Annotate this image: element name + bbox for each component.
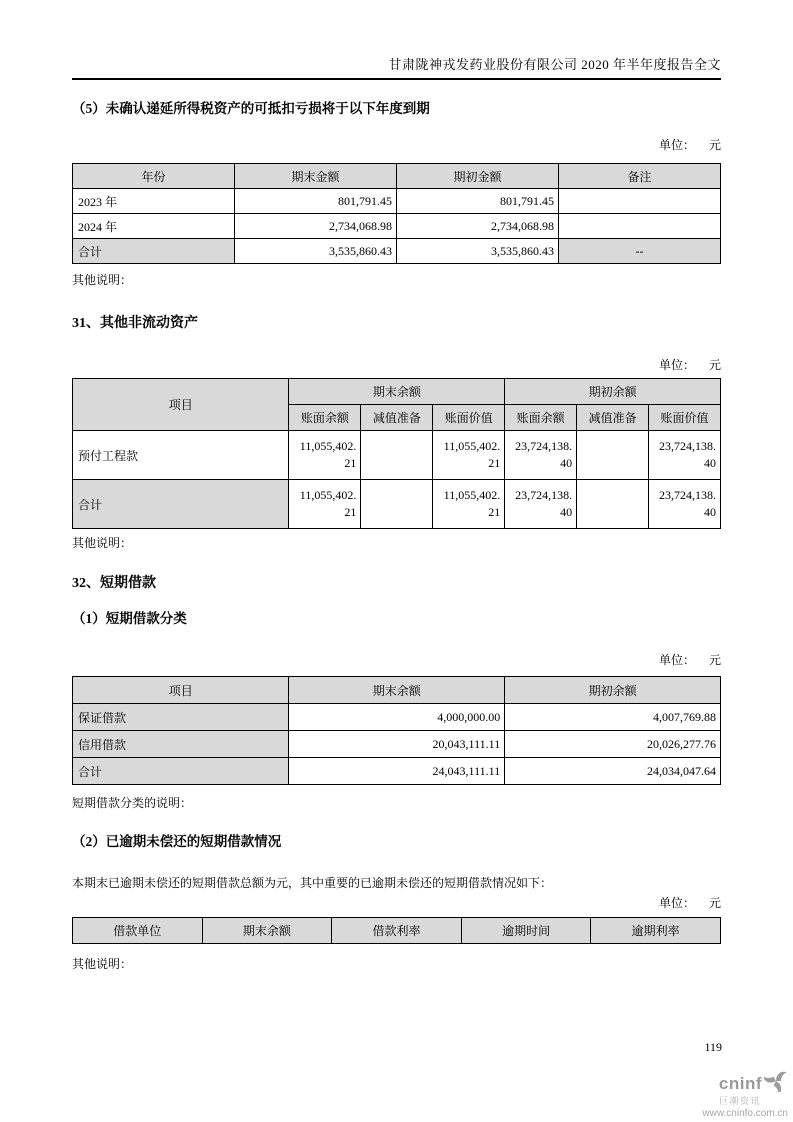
table-cell-book-balance: 11,055,402.21: [289, 480, 361, 529]
table-header-cell: 项目: [73, 677, 289, 704]
table-header-cell: 年份: [73, 164, 235, 189]
cninfo-subtitle: 巨潮资讯: [718, 1096, 761, 1106]
table-header-row: [73, 918, 721, 944]
table-cell-item: 预付工程款: [73, 431, 289, 480]
unit-value: 元: [708, 138, 721, 152]
table-header-cell: 期初金额: [397, 164, 559, 189]
unit-line: [72, 653, 721, 667]
other-noncurrent-assets-table: [72, 378, 721, 529]
table-row: [73, 731, 721, 758]
table-cell-impairment: [361, 480, 433, 529]
table-cell-impairment: [577, 431, 649, 480]
unit-line: [72, 896, 721, 910]
table-header-row: [73, 164, 721, 189]
other-notes-label: 其他说明：: [72, 536, 133, 550]
table-cell-total-label: 合计: [73, 239, 235, 264]
table-cell-item: 保证借款: [73, 704, 289, 731]
table-header-cell-item: 项目: [73, 379, 289, 431]
loan-classification-note-label: 短期借款分类的说明：: [72, 796, 193, 810]
table-cell-beginning-amount: 801,791.45: [397, 189, 559, 214]
table-cell-ending-amount: 801,791.45: [235, 189, 397, 214]
overdue-loans-paragraph: 本期末已逾期未偿还的短期借款总额为元，其中重要的已逾期未偿还的短期借款情况如下：: [72, 876, 553, 890]
table-cell-beginning-amount: 3,535,860.43: [397, 239, 559, 264]
table-cell-book-value: 11,055,402.21: [433, 431, 505, 480]
unit-label: 单位：: [658, 896, 695, 910]
table-header-cell: 期末余额: [289, 677, 505, 704]
table-header-row: [73, 677, 721, 704]
table-cell-book-value: 23,724,138.40: [649, 431, 721, 480]
table-cell-beginning-balance: 4,007,769.88: [505, 704, 721, 731]
table-cell-ending-balance: 20,043,111.11: [289, 731, 505, 758]
table-row: [73, 704, 721, 731]
table-header-cell: 期末余额: [202, 918, 332, 944]
table-cell-remark: [559, 214, 721, 239]
table-cell-ending-balance: 4,000,000.00: [289, 704, 505, 731]
table-cell-remark: [559, 189, 721, 214]
table-header-cell: 账面余额: [289, 405, 361, 431]
unit-label: 单位：: [658, 653, 695, 667]
table-header-row: [73, 379, 721, 405]
swirl-logo-icon: [764, 1070, 788, 1097]
table-header-cell: 账面价值: [433, 405, 505, 431]
section-32-1-heading: （1）短期借款分类: [72, 611, 187, 626]
table-cell-year: 2023 年: [73, 189, 235, 214]
table-header-cell: 期初余额: [505, 677, 721, 704]
section-31-heading: 31、其他非流动资产: [72, 316, 198, 331]
table-cell-remark: --: [559, 239, 721, 264]
table-cell-book-balance: 23,724,138.40: [505, 480, 577, 529]
table-cell-book-value: 11,055,402.21: [433, 480, 505, 529]
short-term-loans-table: [72, 676, 721, 785]
other-notes-label: 其他说明：: [72, 273, 133, 287]
cninfo-url: www.cninfo.com.cn: [702, 1108, 788, 1119]
table-row: [73, 431, 721, 480]
table-row: [73, 214, 721, 239]
cninfo-brand-text: cninf: [718, 1073, 762, 1093]
other-notes-label: 其他说明：: [72, 957, 133, 971]
table-header-cell: 借款利率: [332, 918, 462, 944]
cninfo-logo: [678, 1070, 788, 1119]
table-header-cell: 借款单位: [73, 918, 203, 944]
deductible-loss-expiry-table: [72, 163, 721, 264]
table-cell-ending-amount: 2,734,068.98: [235, 214, 397, 239]
unit-label: 单位：: [658, 358, 695, 372]
table-cell-ending-amount: 3,535,860.43: [235, 239, 397, 264]
unit-line: [72, 138, 721, 152]
table-cell-total-label: 合计: [73, 758, 289, 785]
table-header-group-beginning: 期初余额: [505, 379, 721, 405]
unit-line: [72, 358, 721, 372]
unit-value: 元: [708, 653, 721, 667]
table-cell-year: 2024 年: [73, 214, 235, 239]
unit-value: 元: [708, 358, 721, 372]
unit-label: 单位：: [658, 138, 695, 152]
table-cell-impairment: [361, 431, 433, 480]
table-cell-book-value: 23,724,138.40: [649, 480, 721, 529]
table-cell-total-label: 合计: [73, 480, 289, 529]
table-total-row: [73, 480, 721, 529]
table-row: [73, 189, 721, 214]
table-cell-beginning-amount: 2,734,068.98: [397, 214, 559, 239]
table-header-cell: 账面余额: [505, 405, 577, 431]
section-5-heading: （5）未确认递延所得税资产的可抵扣亏损将于以下年度到期: [72, 101, 430, 116]
unit-value: 元: [708, 896, 721, 910]
table-cell-ending-balance: 24,043,111.11: [289, 758, 505, 785]
table-header-cell: 减值准备: [577, 405, 649, 431]
section-32-heading: 32、短期借款: [72, 576, 156, 591]
table-total-row: [73, 239, 721, 264]
table-cell-impairment: [577, 480, 649, 529]
document-header-title: 甘肃陇神戎发药业股份有限公司 2020 年半年度报告全文: [72, 0, 721, 80]
table-cell-beginning-balance: 20,026,277.76: [505, 731, 721, 758]
table-header-cell: 减值准备: [361, 405, 433, 431]
table-header-group-ending: 期末余额: [289, 379, 505, 405]
page-content: [72, 0, 721, 971]
table-cell-book-balance: 11,055,402.21: [289, 431, 361, 480]
table-header-cell: 逾期时间: [461, 918, 591, 944]
table-cell-item: 信用借款: [73, 731, 289, 758]
table-header-cell: 逾期利率: [591, 918, 721, 944]
table-total-row: [73, 758, 721, 785]
cninfo-logo-top: [678, 1070, 788, 1097]
table-header-cell: 账面价值: [649, 405, 721, 431]
table-header-cell: 备注: [559, 164, 721, 189]
page-number: 119: [704, 1040, 722, 1054]
section-32-2-heading: （2）已逾期未偿还的短期借款情况: [72, 834, 282, 849]
overdue-loans-table: [72, 917, 721, 944]
table-cell-book-balance: 23,724,138.40: [505, 431, 577, 480]
table-header-cell: 期末金额: [235, 164, 397, 189]
table-cell-beginning-balance: 24,034,047.64: [505, 758, 721, 785]
